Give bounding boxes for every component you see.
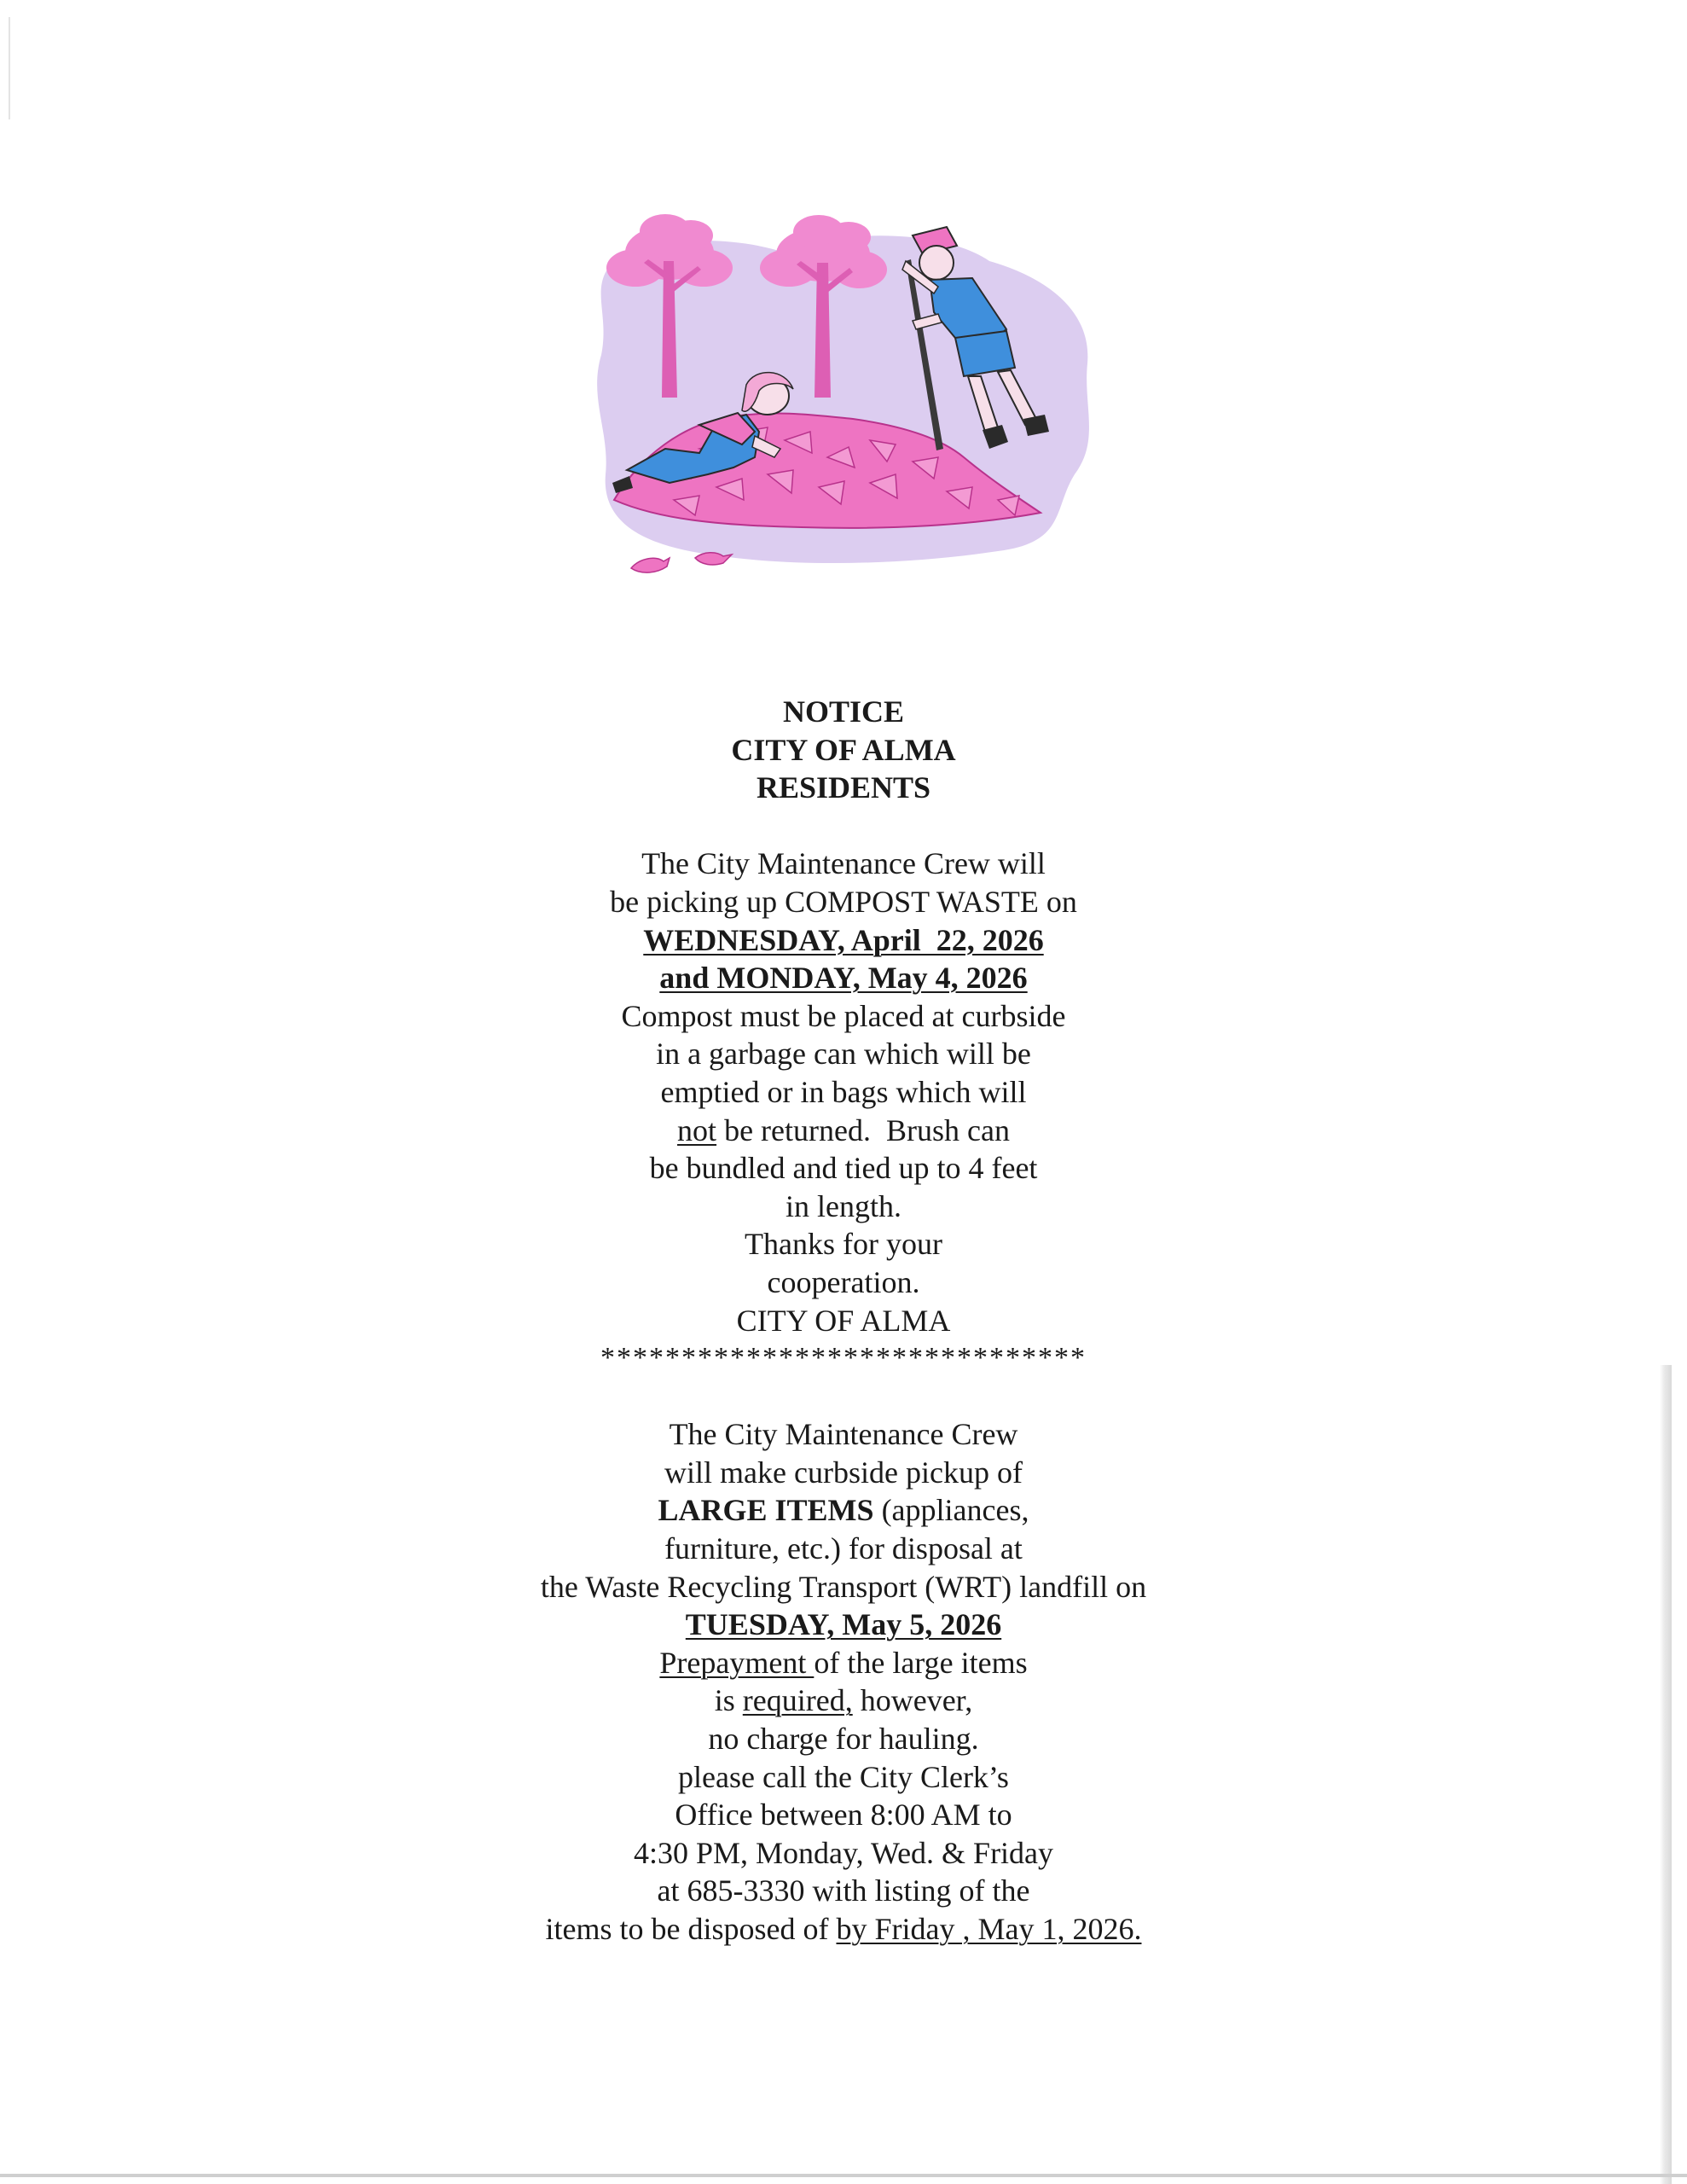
large-items-text-fragment: of the large items (814, 1645, 1028, 1680)
deadline-date: by Friday , May 1, 2026. (836, 1912, 1142, 1946)
notice-text (417, 693, 1270, 1949)
compost-text-line: in a garbage can which will be (656, 1037, 1031, 1072)
large-items-text-line: at 685-3330 with listing of the (657, 1873, 1030, 1908)
large-items-text-line: 4:30 PM, Monday, Wed. & Friday (633, 1835, 1054, 1870)
large-items-text-line: The City Maintenance Crew (669, 1417, 1018, 1452)
compost-text-line: cooperation. (767, 1264, 920, 1299)
compost-date-line: WEDNESDAY, April 22, 2026 (643, 922, 1044, 957)
large-items-text-line: will make curbside pickup of (664, 1455, 1023, 1490)
compost-text-line: be bundled and tied up to 4 feet (649, 1151, 1038, 1186)
leaf-raking-clipart-icon (588, 201, 1100, 587)
scan-edge (1660, 1365, 1672, 2184)
large-items-text-fragment: (appliances, (873, 1493, 1029, 1528)
large-items-text-line: the Waste Recycling Transport (WRT) landfill on (540, 1569, 1147, 1604)
compost-text-line: emptied or in bags which will (660, 1074, 1027, 1109)
large-items-text-line: furniture, etc.) for disposal at (664, 1531, 1023, 1566)
large-items-text-line: please call the City Clerk’s (678, 1759, 1009, 1794)
large-items-text-fragment: is (714, 1683, 743, 1718)
large-items-text-line: no charge for hauling. (708, 1722, 979, 1757)
signoff: CITY OF ALMA (736, 1303, 951, 1338)
compost-text-line: The City Maintenance Crew will (641, 846, 1046, 881)
compost-text-line: Compost must be placed at curbside (621, 998, 1066, 1033)
notice-title-line: NOTICE (782, 694, 905, 729)
separator: ****************************** (600, 1342, 1087, 1374)
notice-title-line: RESIDENTS (756, 770, 931, 805)
scan-edge (9, 17, 10, 119)
large-items-text-fragment: however, (852, 1683, 973, 1718)
compost-text-line: in length. (786, 1188, 901, 1223)
large-items-text-line (417, 1491, 1270, 1530)
large-items-text-fragment: items to be disposed of (545, 1912, 837, 1946)
compost-date-line: and MONDAY, May 4, 2026 (659, 961, 1028, 996)
emphasis-not: not (677, 1112, 717, 1147)
notice-title-line: CITY OF ALMA (731, 732, 956, 767)
large-items-text-line (417, 1910, 1270, 1949)
compost-text-line: Thanks for your (745, 1227, 942, 1262)
emphasis-required: required, (742, 1683, 853, 1718)
large-items-heading: LARGE ITEMS (658, 1493, 874, 1528)
compost-text-line (417, 1112, 1270, 1150)
large-items-date-line: TUESDAY, May 5, 2026 (685, 1607, 1002, 1642)
compost-text-fragment: be returned. Brush can (716, 1112, 1010, 1147)
compost-text-line: be picking up COMPOST WASTE on (610, 884, 1077, 919)
large-items-text-line (417, 1682, 1270, 1720)
large-items-text-line: Office between 8:00 AM to (675, 1798, 1012, 1833)
large-items-text-line (417, 1644, 1270, 1682)
scan-edge (0, 2174, 1687, 2177)
emphasis-prepayment: Prepayment (659, 1645, 815, 1680)
